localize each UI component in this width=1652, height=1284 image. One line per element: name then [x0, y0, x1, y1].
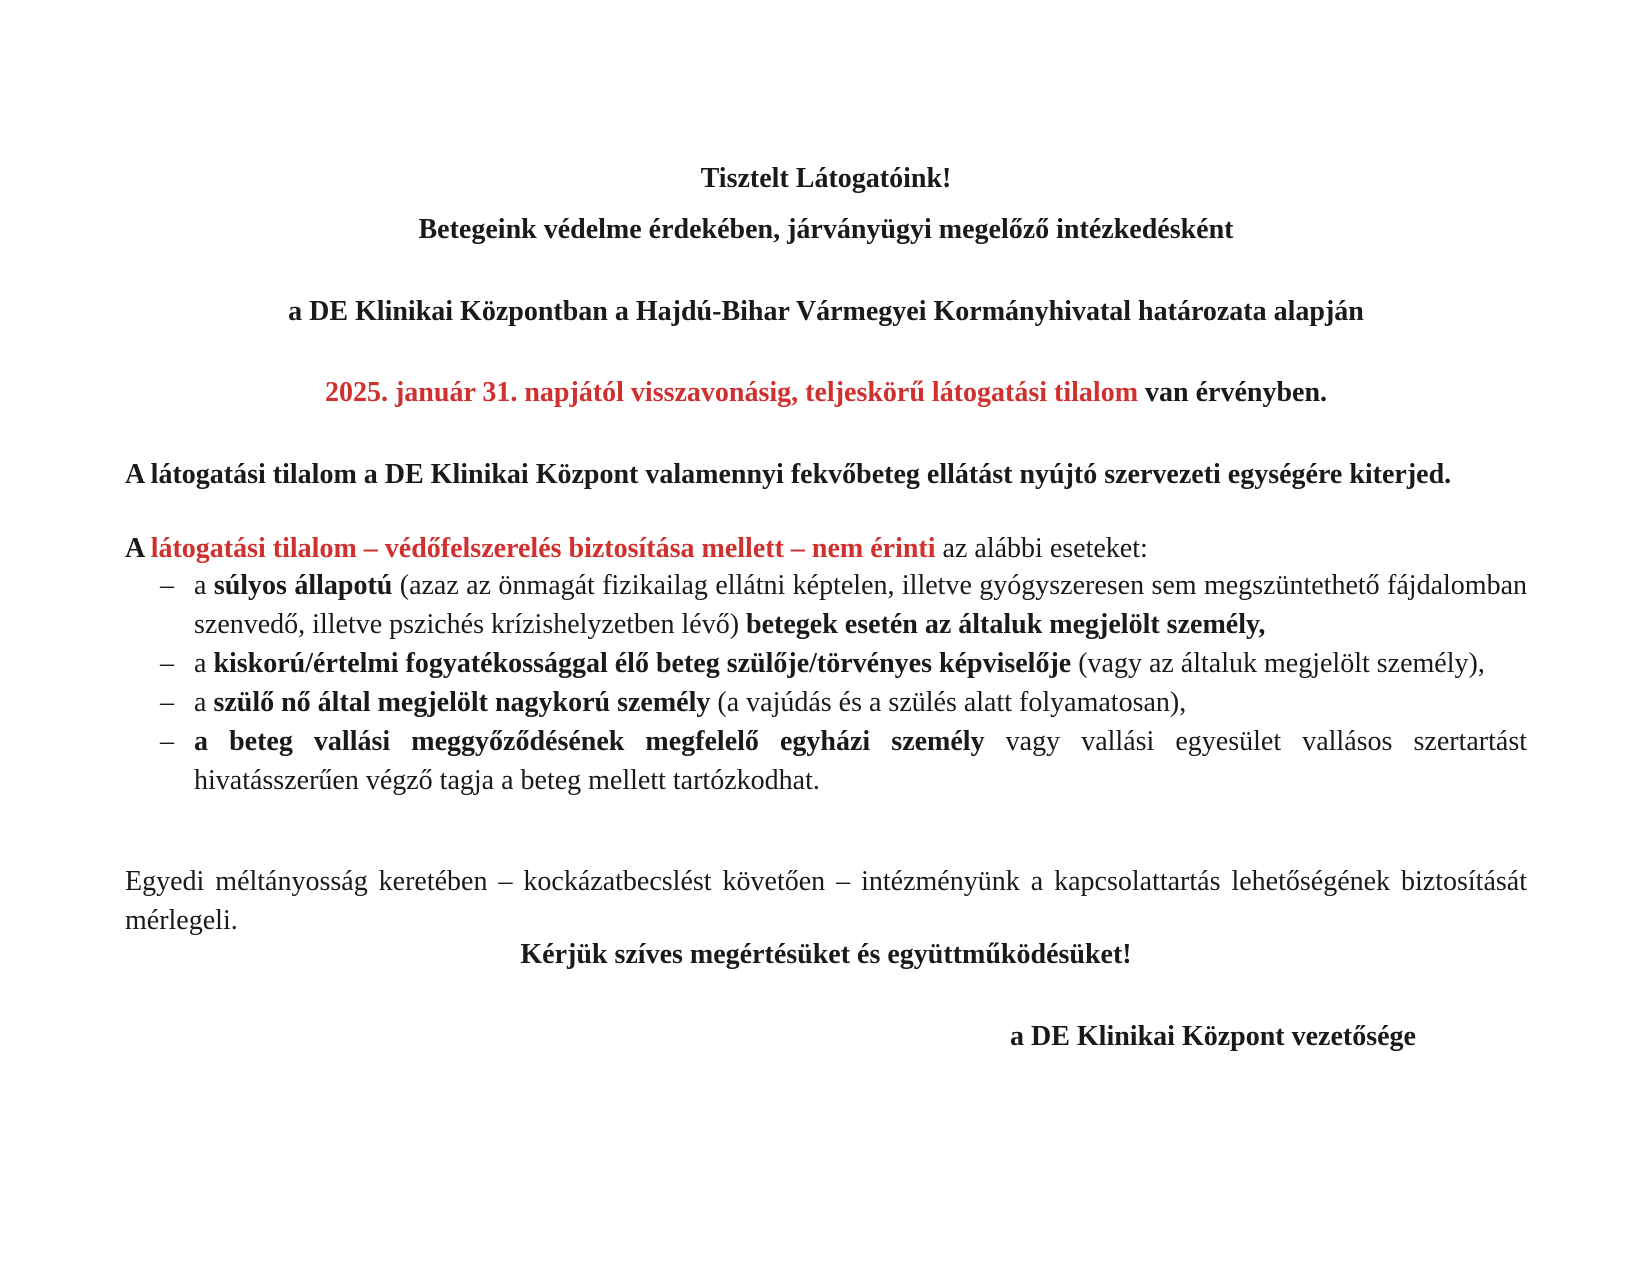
item-text: vagy vallási egyesület vallásos szertartást hivatásszerűen végző tagja a beteg mellett tartózkodhat. [194, 726, 1528, 796]
ban-notice-rest: van érvényben. [1138, 377, 1328, 408]
exceptions-intro [125, 529, 1527, 568]
exceptions-intro-highlight: látogatási tilalom – védőfelszerelés biztosítása mellett – nem érinti [150, 533, 936, 564]
item-bold: a beteg vallási meggyőződésének megfelelő egyházi személy [194, 726, 985, 757]
ban-notice-highlight: 2025. január 31. napjától visszavonásig, teljeskörű látogatási tilalom [324, 377, 1139, 408]
exceptions-list [125, 566, 1527, 800]
exceptions-intro-prefix: A [125, 533, 151, 564]
item-bold: kiskorú/értelmi fogyatékossággal élő beteg szülője/törvényes képviselője [213, 648, 1072, 679]
item-text: a [194, 570, 214, 601]
item-text: a [194, 687, 214, 718]
scope-paragraph: A látogatási tilalom a DE Klinikai Központ valamennyi fekvőbeteg ellátást nyújtó szervezeti egységére kiterjed. [125, 459, 1452, 490]
item-text: (a vajúdás és a szülés alatt folyamatosan), [710, 687, 1187, 718]
item-bold: szülő nő által megjelölt nagykorú személy [213, 687, 711, 718]
equity-paragraph: Egyedi méltányosság keretében – kockázatbecslést követően – intézményünk a kapcsolattartás lehetőségének biztosítását mérlegeli. [125, 866, 1527, 936]
list-item [125, 566, 1527, 644]
signature: a DE Klinikai Központ vezetősége [1010, 1021, 1416, 1052]
item-text: a [194, 648, 214, 679]
authority-line: a DE Klinikai Központban a Hajdú-Bihar Vármegyei Kormányhivatal határozata alapján [288, 296, 1364, 327]
item-bold: betegek esetén az általuk megjelölt személy, [746, 609, 1266, 640]
list-dash: – [160, 648, 174, 679]
greeting-heading: Tisztelt Látogatóink! [700, 163, 952, 194]
list-dash: – [160, 570, 174, 601]
list-item [125, 644, 1527, 683]
list-dash: – [160, 687, 174, 718]
intro-line: Betegeink védelme érdekében, járványügyi megelőző intézkedésként [418, 214, 1234, 245]
closing-line: Kérjük szíves megértésüket és együttműködésüket! [520, 939, 1132, 970]
list-dash: – [160, 726, 174, 757]
exceptions-intro-suffix: az alábbi eseteket: [935, 533, 1148, 564]
item-bold: súlyos állapotú [213, 570, 393, 601]
item-text: (azaz az önmagát fizikailag ellátni képtelen, illetve gyógyszeresen sem megszüntethető fájdalomban szenvedő, illetve pszichés krízishelyzetben lévő) [194, 570, 1527, 640]
item-text: (vagy az általuk megjelölt személy), [1071, 648, 1485, 679]
ban-notice [0, 374, 1652, 412]
list-item [125, 683, 1527, 722]
list-item [125, 722, 1527, 800]
